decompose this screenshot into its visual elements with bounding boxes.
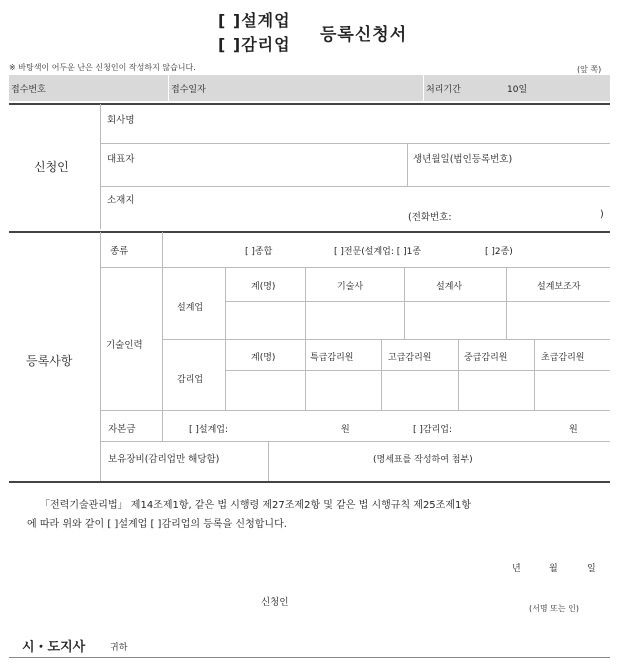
statement-line-1: 「전력기술관리법」 제14조제1항, 같은 법 시행령 제27조제2항 및 같은 법 시행규칙 제25조제1항 <box>40 500 472 511</box>
equipment-label: 보유장비(감리업만 해당함) <box>108 454 220 465</box>
supervision-col-special: 특급감리원 <box>310 353 354 363</box>
applicant-section-label: 신청인 <box>34 160 69 174</box>
date-year: 년 <box>512 564 521 574</box>
supervision-label: 감리업 <box>177 375 204 385</box>
equipment-note: (명세표를 작성하여 첨부) <box>373 455 473 465</box>
title-bracket-design: [ ]설계업 <box>218 11 291 30</box>
page-title: 등록신청서 <box>320 25 408 45</box>
capital-won-2: 원 <box>569 425 578 435</box>
statement-line-2: 에 따라 위와 같이 [ ]설계업 [ ]감리업의 등록을 신청합니다. <box>27 519 287 530</box>
receipt-no-label: 접수번호 <box>11 85 46 95</box>
date-day: 일 <box>587 564 596 574</box>
capital-won-1: 원 <box>341 425 350 435</box>
type-special-checkbox[interactable]: [ ]전문(설계업: [ ]1종 <box>334 247 422 257</box>
addressee-name: 시・도지사 <box>22 640 86 655</box>
page-side: (앞 쪽) <box>577 65 602 74</box>
supervision-col-intermediate: 중급감리원 <box>464 353 508 363</box>
signer-label: 신청인 <box>261 597 289 608</box>
capital-design-checkbox[interactable]: [ ]설계업: <box>189 425 228 435</box>
processing-label: 처리기간 <box>426 85 461 95</box>
design-col-designer: 설계사 <box>436 282 463 292</box>
representative-label: 대표자 <box>107 154 135 165</box>
registration-section-label: 등록사항 <box>26 354 73 368</box>
processing-days: 10일 <box>507 85 528 95</box>
type-second-class-checkbox[interactable]: [ ]2종) <box>485 247 513 257</box>
design-label: 설계업 <box>177 303 204 313</box>
capital-label: 자본금 <box>108 424 136 435</box>
receipt-date-label: 접수일자 <box>171 85 206 95</box>
birth-date-label: 생년월일(법인등록번호) <box>413 154 513 165</box>
capital-supervision-checkbox[interactable]: [ ]감리업: <box>413 425 452 435</box>
addressee-suffix: 귀하 <box>110 643 128 653</box>
company-name-label: 회사명 <box>107 115 135 126</box>
tech-staff-label: 기술인력 <box>106 340 143 351</box>
design-col-total: 계(명) <box>251 282 276 292</box>
design-col-engineer: 기술사 <box>337 282 364 292</box>
supervision-col-total: 계(명) <box>251 353 276 363</box>
title-bracket-supervision: [ ]감리업 <box>218 35 291 54</box>
supervision-col-junior: 초급감리원 <box>541 353 585 363</box>
design-col-assistant: 설계보조자 <box>537 282 581 292</box>
type-general-checkbox[interactable]: [ ]종합 <box>245 247 273 257</box>
type-label: 종류 <box>110 246 129 257</box>
address-label: 소재지 <box>107 195 135 206</box>
signature-note: (서명 또는 인) <box>529 604 579 613</box>
supervision-col-senior: 고급감리원 <box>388 353 432 363</box>
notice-text: ※ 바탕색이 어두운 난은 신청인이 작성하지 않습니다. <box>9 63 196 72</box>
phone-label: (전화번호: <box>408 212 452 223</box>
phone-close: ) <box>600 209 604 220</box>
date-month: 월 <box>549 564 558 574</box>
